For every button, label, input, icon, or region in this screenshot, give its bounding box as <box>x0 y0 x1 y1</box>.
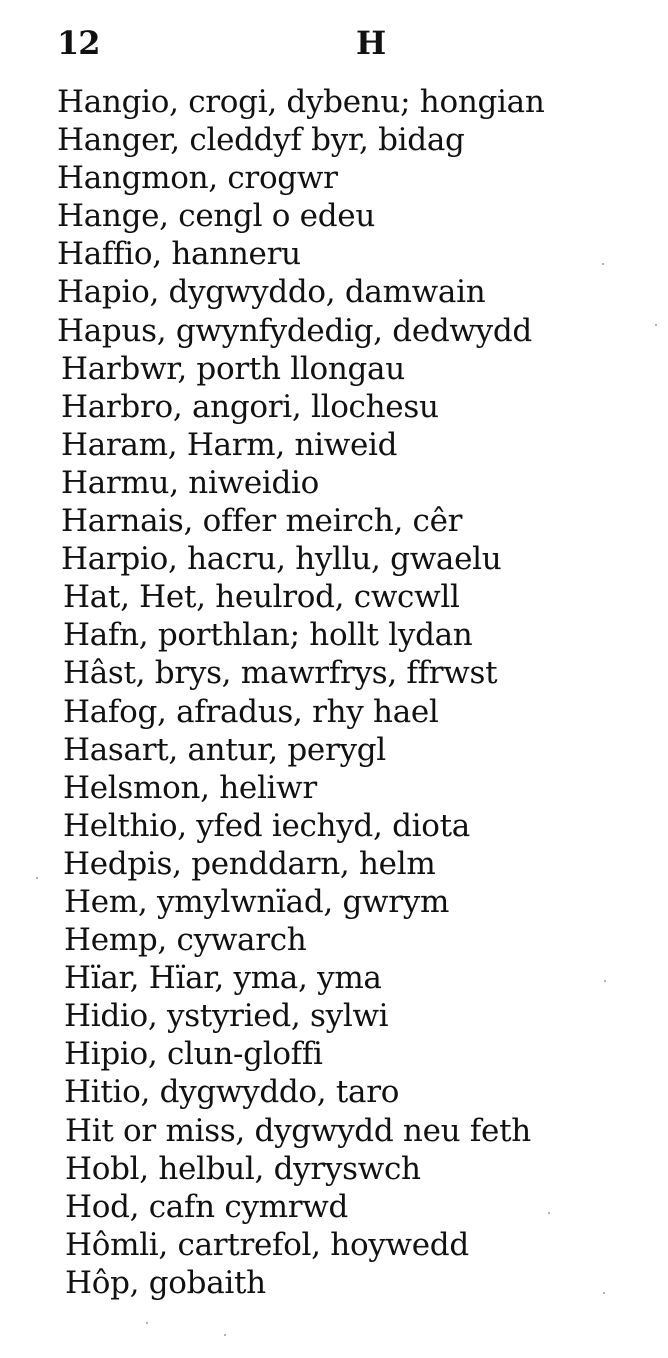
dictionary-entry: Hem, ymylwnïad, gwrym <box>64 883 450 920</box>
page-number: 12 <box>57 24 100 62</box>
dictionary-entry: Hangio, crogi, dybenu; hongian <box>57 84 545 120</box>
dictionary-entry: Harbwr, porth llongau <box>61 350 405 387</box>
dictionary-entry: Hemp, cywarch <box>64 922 307 959</box>
dictionary-entry: Harmu, niweidio <box>61 464 320 501</box>
dictionary-entry: Hôp, gobaith <box>65 1264 266 1301</box>
paper-speck <box>602 263 604 265</box>
dictionary-entry: Haffio, hanneru <box>57 236 301 273</box>
dictionary-entry: Helsmon, heliwr <box>63 769 317 806</box>
dictionary-entry: Hangmon, crogwr <box>57 160 338 197</box>
dictionary-entry: Hafn, porthlan; hollt lydan <box>63 617 473 654</box>
dictionary-entry: Hidio, ystyried, sylwi <box>64 998 389 1035</box>
dictionary-entry: Harbro, angori, llochesu <box>61 388 439 425</box>
dictionary-entry: Hedpis, penddarn, helm <box>63 845 436 882</box>
dictionary-entry: Hasart, antur, perygl <box>63 731 386 768</box>
dictionary-entry: Hipio, clun-gloffi <box>64 1036 323 1073</box>
dictionary-entry: Hapio, dygwyddo, damwain <box>57 274 486 311</box>
dictionary-entry: Hobl, helbul, dyryswch <box>65 1150 421 1187</box>
paper-speck <box>604 980 606 982</box>
dictionary-entry: Hat, Het, heulrod, cwcwll <box>63 579 460 616</box>
dictionary-entry: Helthio, yfed iechyd, diota <box>63 807 470 844</box>
paper-speck <box>146 1322 148 1324</box>
paper-speck <box>603 1292 605 1294</box>
section-letter: H <box>356 24 387 62</box>
dictionary-entry: Hitio, dygwyddo, taro <box>64 1074 400 1111</box>
dictionary-entry: Hômli, cartrefol, hoywedd <box>65 1226 469 1263</box>
dictionary-entry: Hâst, brys, mawrfrys, ffrwst <box>63 655 498 692</box>
dictionary-entry: Harpio, hacru, hyllu, gwaelu <box>61 541 502 578</box>
paper-speck <box>36 877 38 879</box>
dictionary-entry: Hanger, cleddyf byr, bidag <box>57 122 465 159</box>
paper-speck <box>224 1334 226 1336</box>
dictionary-entry: Hïar, Hïar, yma, yma <box>64 960 382 997</box>
dictionary-entry: Hod, cafn cymrwd <box>65 1188 349 1225</box>
entry-list <box>57 83 545 1302</box>
dictionary-entry: Hapus, gwynfydedig, dedwydd <box>57 312 532 349</box>
dictionary-entry: Harnais, offer meirch, cêr <box>61 503 463 540</box>
dictionary-entry: Haram, Harm, niweid <box>61 426 398 463</box>
paper-speck <box>655 324 657 326</box>
dictionary-entry: Hit or miss, dygwydd neu feth <box>65 1112 531 1149</box>
dictionary-entry: Hafog, afradus, rhy hael <box>63 693 439 730</box>
paper-speck <box>548 1212 550 1214</box>
dictionary-entry: Hange, cengl o edeu <box>57 198 375 235</box>
